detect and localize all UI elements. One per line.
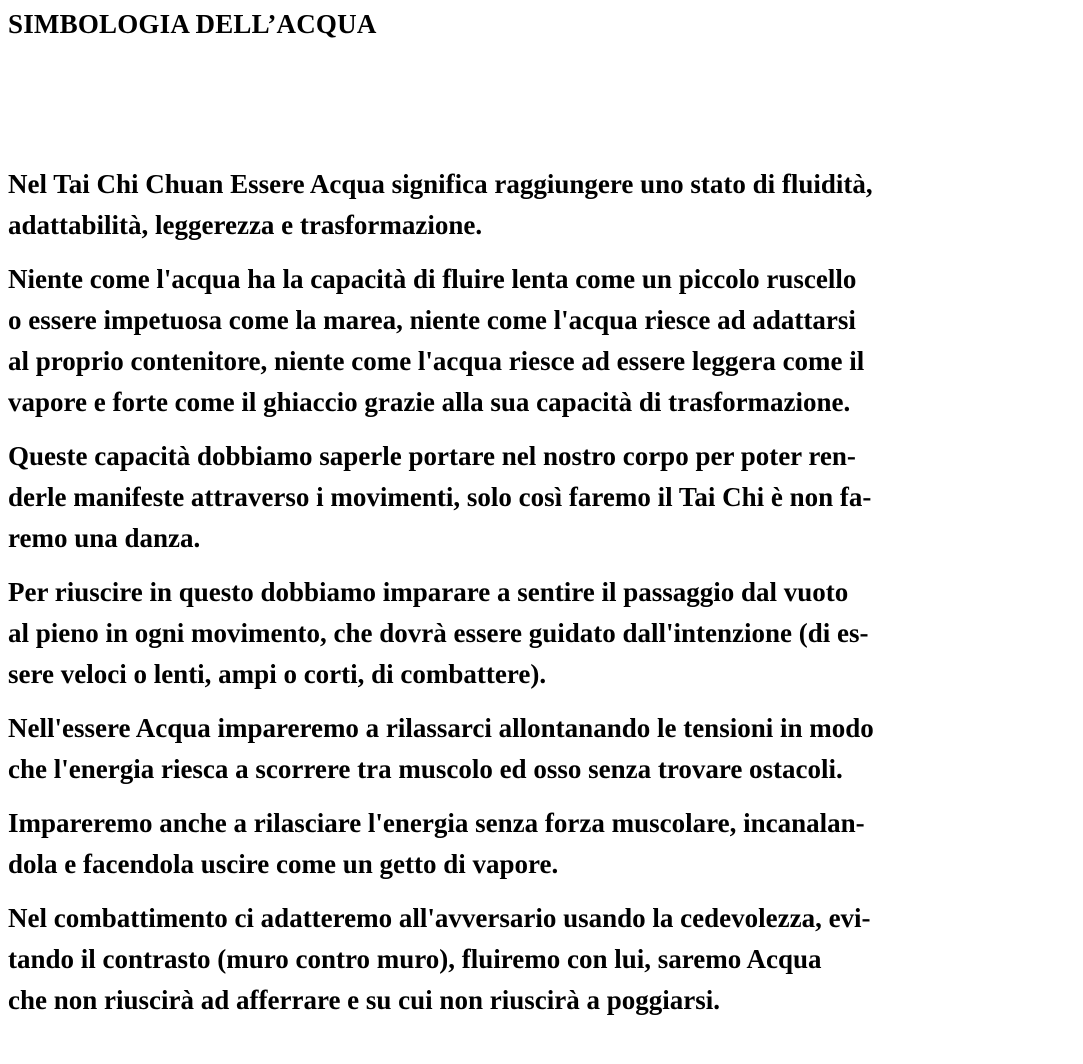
paragraph-line: Nell'essere Acqua impareremo a rilassarci allontanando le tensioni in modo (8, 713, 874, 743)
document-body (8, 164, 1078, 1034)
paragraph-5 (8, 708, 1078, 790)
paragraph-line: o essere impetuosa come la marea, niente come l'acqua riesce ad adattarsi (8, 305, 856, 335)
page-title: SIMBOLOGIA DELL’ACQUA (8, 9, 377, 39)
paragraph-line: Per riuscire in questo dobbiamo imparare a sentire il passaggio dal vuoto (8, 577, 849, 607)
paragraph-7 (8, 898, 1078, 1021)
paragraph-line: Queste capacità dobbiamo saperle portare nel nostro corpo per poter ren- (8, 441, 856, 471)
paragraph-line: al pieno in ogni movimento, che dovrà essere guidato dall'intenzione (di es- (8, 618, 869, 648)
document-page (8, 0, 1078, 1015)
paragraph-line: vapore e forte come il ghiaccio grazie alla sua capacità di trasformazione. (8, 387, 851, 417)
paragraph-line: derle manifeste attraverso i movimenti, solo così faremo il Tai Chi è non fa- (8, 482, 872, 512)
paragraph-line: remo una danza. (8, 523, 201, 553)
paragraph-2 (8, 259, 1078, 423)
paragraph-line: Nel Tai Chi Chuan Essere Acqua significa raggiungere uno stato di fluidità, (8, 169, 873, 199)
paragraph-line: che l'energia riesca a scorrere tra muscolo ed osso senza trovare ostacoli. (8, 754, 843, 784)
paragraph-6 (8, 803, 1078, 885)
paragraph-line: dola e facendola uscire come un getto di vapore. (8, 849, 559, 879)
paragraph-line: tando il contrasto (muro contro muro), fluiremo con lui, saremo Acqua (8, 944, 822, 974)
paragraph-line: Impareremo anche a rilasciare l'energia senza forza muscolare, incanalan- (8, 808, 865, 838)
paragraph-line: adattabilità, leggerezza e trasformazione. (8, 210, 483, 240)
paragraph-line: che non riuscirà ad afferrare e su cui non riuscirà a poggiarsi. (8, 985, 720, 1015)
paragraph-line: sere veloci o lenti, ampi o corti, di combattere). (8, 659, 547, 689)
paragraph-line: al proprio contenitore, niente come l'acqua riesce ad essere leggera come il (8, 346, 865, 376)
paragraph-line: Niente come l'acqua ha la capacità di fluire lenta come un piccolo ruscello (8, 264, 857, 294)
paragraph-line: Nel combattimento ci adatteremo all'avversario usando la cedevolezza, evi- (8, 903, 871, 933)
paragraph-1 (8, 164, 1078, 246)
paragraph-3 (8, 436, 1078, 559)
paragraph-4 (8, 572, 1078, 695)
